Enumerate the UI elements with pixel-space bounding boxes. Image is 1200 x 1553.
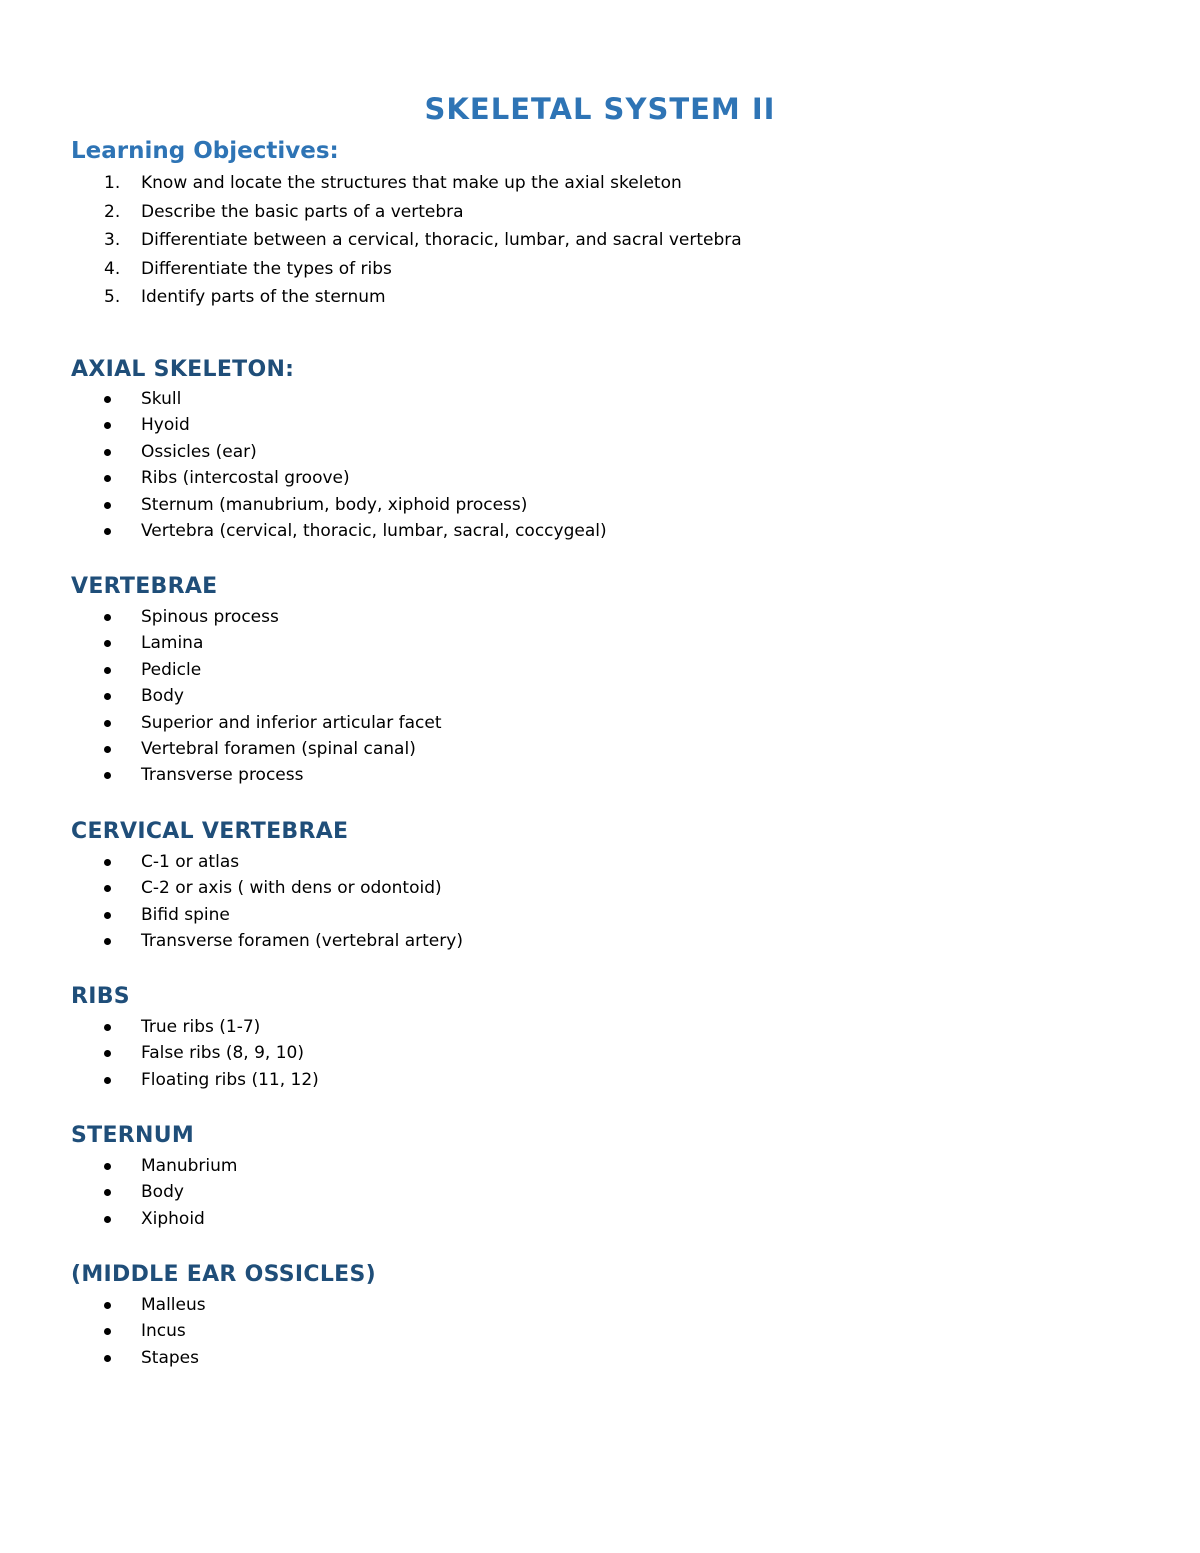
section-heading-axial-skeleton: AXIAL SKELETON: <box>71 357 295 382</box>
list-item-text: Transverse foramen (vertebral artery) <box>141 931 463 952</box>
bullet-icon <box>104 1050 111 1057</box>
bullet-icon <box>104 693 111 700</box>
list-item-text: Spinous process <box>141 607 279 627</box>
list-item-text: Ossicles (ear) <box>141 441 257 462</box>
list-item-text: Pedicle <box>141 659 202 680</box>
list-item-text: Body <box>141 686 184 707</box>
list-item-text: True ribs (1-7) <box>141 1017 261 1037</box>
list-item-text: Hyoid <box>141 415 190 436</box>
list-item-text: Vertebra (cervical, thoracic, lumbar, sacral, coccygeal) <box>141 520 607 541</box>
list-item-text: Lamina <box>141 633 204 654</box>
bullet-icon <box>104 422 111 429</box>
list-item-text: Skull <box>141 389 182 409</box>
objective-number: 5. <box>104 287 121 307</box>
section-heading-cervical-vertebrae: CERVICAL VERTEBRAE <box>71 819 349 844</box>
bullet-icon <box>104 912 111 919</box>
list-item-text: Manubrium <box>141 1156 238 1176</box>
bullet-icon <box>104 1355 111 1362</box>
bullet-icon <box>104 1328 111 1335</box>
bullet-icon <box>104 528 111 535</box>
list-item-text: Sternum (manubrium, body, xiphoid process) <box>141 494 528 515</box>
list-item-text: Ribs (intercostal groove) <box>141 468 350 489</box>
objective-text: Differentiate between a cervical, thoracic, lumbar, and sacral vertebra <box>141 230 742 250</box>
bullet-icon <box>104 1077 111 1084</box>
list-item-text: Malleus <box>141 1295 206 1315</box>
bullet-icon <box>104 1302 111 1309</box>
objective-text: Identify parts of the sternum <box>141 287 386 307</box>
objective-text: Describe the basic parts of a vertebra <box>141 201 464 222</box>
bullet-icon <box>104 885 111 892</box>
bullet-icon <box>104 859 111 866</box>
bullet-icon <box>104 1216 111 1223</box>
bullet-icon <box>104 746 111 753</box>
objective-number: 1. <box>104 173 121 193</box>
section-heading-middle-ear-ossicles: (MIDDLE EAR OSSICLES) <box>71 1262 376 1287</box>
objective-number: 3. <box>104 230 121 250</box>
list-item-text: C-2 or axis ( with dens or odontoid) <box>141 878 442 899</box>
learning-objectives-heading: Learning Objectives: <box>71 138 339 164</box>
section-heading-sternum: STERNUM <box>71 1123 195 1148</box>
section-heading-ribs: RIBS <box>71 984 130 1009</box>
list-item-text: Stapes <box>141 1347 199 1368</box>
bullet-icon <box>104 614 111 621</box>
bullet-icon <box>104 449 111 456</box>
bullet-icon <box>104 667 111 674</box>
bullet-icon <box>104 640 111 647</box>
list-item-text: Body <box>141 1182 184 1203</box>
section-heading-vertebrae: VERTEBRAE <box>71 574 218 599</box>
bullet-icon <box>104 1024 111 1031</box>
document-title: SKELETAL SYSTEM II <box>424 92 776 126</box>
list-item-text: Incus <box>141 1321 186 1342</box>
list-item-text: Superior and inferior articular facet <box>141 712 442 733</box>
bullet-icon <box>104 475 111 482</box>
list-item-text: False ribs (8, 9, 10) <box>141 1043 304 1064</box>
bullet-icon <box>104 938 111 945</box>
bullet-icon <box>104 502 111 509</box>
list-item-text: C-1 or atlas <box>141 852 240 872</box>
list-item-text: Floating ribs (11, 12) <box>141 1069 319 1090</box>
objective-text: Differentiate the types of ribs <box>141 258 392 279</box>
list-item-text: Bifid spine <box>141 904 230 925</box>
bullet-icon <box>104 1189 111 1196</box>
objective-text: Know and locate the structures that make up the axial skeleton <box>141 173 682 193</box>
list-item-text: Vertebral foramen (spinal canal) <box>141 738 416 759</box>
list-item-text: Xiphoid <box>141 1208 205 1229</box>
objective-number: 2. <box>104 201 121 222</box>
bullet-icon <box>104 720 111 727</box>
list-item-text: Transverse process <box>141 765 304 786</box>
bullet-icon <box>104 772 111 779</box>
bullet-icon <box>104 1163 111 1170</box>
bullet-icon <box>104 396 111 403</box>
objective-number: 4. <box>104 258 121 279</box>
